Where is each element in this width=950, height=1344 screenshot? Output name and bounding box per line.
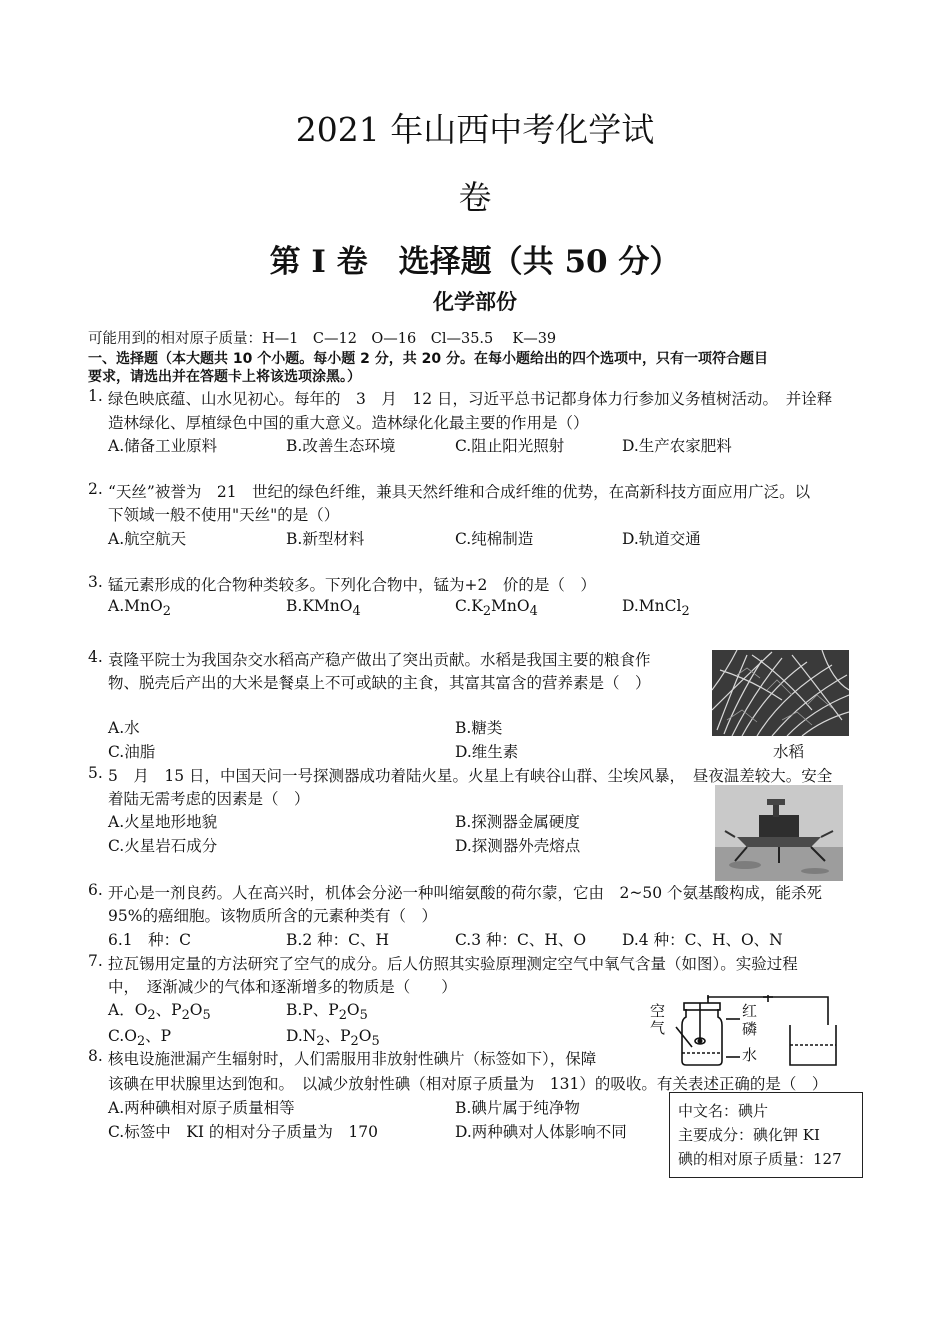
option-d[interactable]: D.两种碘对人体影响不同 — [455, 1123, 627, 1141]
apparatus-diagram — [648, 995, 838, 1067]
diagram-label-air — [650, 1003, 670, 1037]
question-text: 袁隆平院士为我国杂交水稻高产稳产做出了突出贡献。水稻是我国主要的粮食作 — [108, 651, 651, 669]
question-number: 2. — [88, 480, 103, 498]
subscript: 2 — [350, 1034, 359, 1050]
question-number: 3. — [88, 573, 103, 591]
option-text: 、P — [324, 1027, 351, 1045]
option-b[interactable] — [286, 998, 368, 1023]
rice-photo — [712, 650, 849, 736]
option-b[interactable]: B.2 种：C、H — [286, 931, 389, 949]
option-a[interactable]: 6.1 种：C — [108, 931, 192, 949]
option-a[interactable]: A.水 — [108, 719, 140, 737]
question-text: 着陆无需考虑的因素是（ ） — [108, 790, 310, 808]
question-text: 核电设施泄漏产生辐射时，人们需服用非放射性碘片（标签如下），保障 — [108, 1050, 597, 1068]
subscript: 2 — [181, 1008, 190, 1024]
option-text: B.P、P — [286, 1001, 339, 1019]
question-number: 1. — [88, 387, 103, 405]
option-a[interactable]: A.航空航天 — [108, 530, 187, 548]
subscript: 2 — [482, 604, 492, 620]
page-title-continued: 卷 — [458, 178, 492, 217]
option-c[interactable]: C.纯棉制造 — [455, 530, 534, 548]
diagram-label-red: 红 — [742, 1002, 758, 1020]
section-title: 第 I 卷 选择题（共 50 分） — [269, 244, 681, 280]
question-text: 开心是一剂良药。人在高兴时，机体会分泌一种叫缩氨酸的荷尔蒙，它由 2~50 个氨基酸构成，能杀死 — [108, 884, 823, 902]
option-b[interactable] — [286, 597, 361, 619]
question-text: 中， 逐渐减少的气体和逐渐增多的物质是（ ） — [108, 978, 457, 996]
question-number: 6. — [88, 881, 103, 899]
option-text: O — [358, 1027, 372, 1045]
question-text: 锰元素形成的化合物种类较多。下列化合物中，锰为+2 价的是（ ） — [108, 576, 596, 594]
option-d[interactable]: D.维生素 — [455, 743, 519, 761]
option-b[interactable]: B.改善生态环境 — [286, 437, 396, 455]
option-b[interactable]: B.碘片属于纯净物 — [455, 1099, 580, 1117]
option-text: MnO — [491, 597, 530, 615]
diagram-label-phosphorus: 磷 — [742, 1020, 758, 1038]
option-c[interactable]: C.3 种：C、H、O — [455, 931, 587, 949]
subscript: 5 — [371, 1034, 380, 1050]
subscript: 5 — [359, 1008, 368, 1024]
option-b[interactable]: B.探测器金属硬度 — [455, 813, 580, 831]
question-number: 7. — [88, 952, 103, 970]
subscript: 4 — [352, 604, 361, 620]
subscript: 2 — [136, 1034, 146, 1050]
option-a[interactable]: A.储备工业原料 — [108, 437, 218, 455]
question-text: 造林绿化、厚植绿色中国的重大意义。造林绿化化最主要的作用是（） — [108, 414, 589, 432]
instructions-line1: 一、选择题（本大题共 10 个小题。每小题 2 分，共 20 分。在每小题给出的四个选项中，只有一项符合题目 — [88, 351, 768, 367]
question-text: 拉瓦锡用定量的方法研究了空气的成分。后人仿照其实验原理测定空气中氧气含量（如图）。实验过程 — [108, 955, 798, 973]
rice-image — [712, 650, 849, 736]
option-text: B.KMnO — [286, 597, 353, 615]
option-text: O — [346, 1001, 360, 1019]
diagram-label-water: 水 — [742, 1046, 758, 1064]
option-text: O — [189, 1001, 203, 1019]
option-c[interactable] — [108, 1024, 171, 1049]
label-atomic-mass: 碘的相对原子质量：127 — [678, 1150, 842, 1168]
question-text: 该碘在甲状腺里达到饱和。 以减少放射性碘（相对原子质量为 131）的吸收。有关表述正确的是（ ） — [108, 1075, 828, 1093]
option-d[interactable]: D.生产农家肥料 — [622, 437, 732, 455]
subscript: 4 — [529, 604, 538, 620]
page-title: 2021 年山西中考化学试 — [295, 110, 655, 149]
option-d[interactable]: D.轨道交通 — [622, 530, 701, 548]
option-b[interactable]: B.糖类 — [455, 719, 503, 737]
question-text: 95%的癌细胞。该物质所含的元素种类有（ ） — [108, 907, 437, 925]
option-c[interactable]: C.阻止阳光照射 — [455, 437, 565, 455]
question-text: 5 月 15 日，中国天问一号探测器成功着陆火星。火星上有峡谷山群、尘埃风暴， 昼夜温差较大。安全 — [108, 767, 833, 785]
subject-title: 化学部份 — [433, 290, 517, 314]
option-a[interactable] — [108, 597, 171, 619]
option-a[interactable]: A.两种碘相对原子质量相等 — [108, 1099, 295, 1117]
subscript: 2 — [162, 604, 171, 620]
option-c[interactable] — [455, 597, 538, 619]
subscript: 2 — [338, 1008, 347, 1024]
option-text: A.MnO — [108, 597, 163, 615]
rice-caption: 水稻 — [773, 743, 805, 761]
option-c[interactable]: C.火星岩石成分 — [108, 837, 218, 855]
mars-lander-image — [715, 785, 843, 881]
diagram-label-text: 空气 — [650, 1002, 666, 1037]
question-number: 8. — [88, 1047, 103, 1065]
label-name: 中文名：碘片 — [678, 1102, 769, 1120]
question-text: 下领域一般不使用"天丝"的是（） — [108, 506, 340, 524]
option-text: 、P — [145, 1027, 172, 1045]
subscript: 2 — [147, 1008, 156, 1024]
option-text: D.N — [286, 1027, 317, 1045]
option-c[interactable]: C.标签中 KI 的相对分子质量为 170 — [108, 1123, 378, 1141]
question-text: “天丝”被誉为 21 世纪的绿色纤维，兼具天然纤维和合成纤维的优势，在高新科技方面应用广泛。以 — [108, 483, 811, 501]
option-text: C.K — [455, 597, 483, 615]
question-number: 4. — [88, 648, 103, 666]
option-d[interactable] — [286, 1024, 380, 1049]
question-number: 5. — [88, 764, 103, 782]
option-text: D.MnCl — [622, 597, 682, 615]
option-text: 、P — [155, 1001, 182, 1019]
option-d[interactable]: D.探测器外壳熔点 — [455, 837, 581, 855]
subscript: 2 — [681, 604, 690, 620]
instructions-line2: 要求，请选出并在答题卡上将该选项涂黑。） — [88, 369, 361, 385]
subscript: 5 — [202, 1008, 211, 1024]
question-text: 物、脱壳后产出的大米是餐桌上不可或缺的主食，其富其富含的营养素是（ ） — [108, 674, 651, 692]
question-text: 绿色映底蕴、山水见初心。每年的 3 月 12 日，习近平总书记都身体力行参加义务植树活动。 并诠释 — [108, 390, 833, 408]
option-d[interactable]: D.4 种：C、H、O、N — [622, 931, 783, 949]
iodine-tablet-label — [669, 1092, 863, 1178]
label-ingredient: 主要成分：碘化钾 KI — [678, 1126, 820, 1144]
subscript: 2 — [316, 1034, 325, 1050]
option-c[interactable]: C.油脂 — [108, 743, 156, 761]
option-text: C.O — [108, 1027, 137, 1045]
mars-rover-photo — [715, 785, 843, 881]
option-a[interactable]: A.火星地形地貌 — [108, 813, 218, 831]
option-b[interactable]: B.新型材料 — [286, 530, 365, 548]
option-d[interactable] — [622, 597, 690, 619]
atomic-masses: 可能用到的相对原子质量：H—1 C—12 O—16 Cl—35.5 K—39 — [88, 331, 557, 347]
option-a[interactable] — [108, 998, 211, 1023]
option-text: A．O — [108, 1001, 148, 1019]
